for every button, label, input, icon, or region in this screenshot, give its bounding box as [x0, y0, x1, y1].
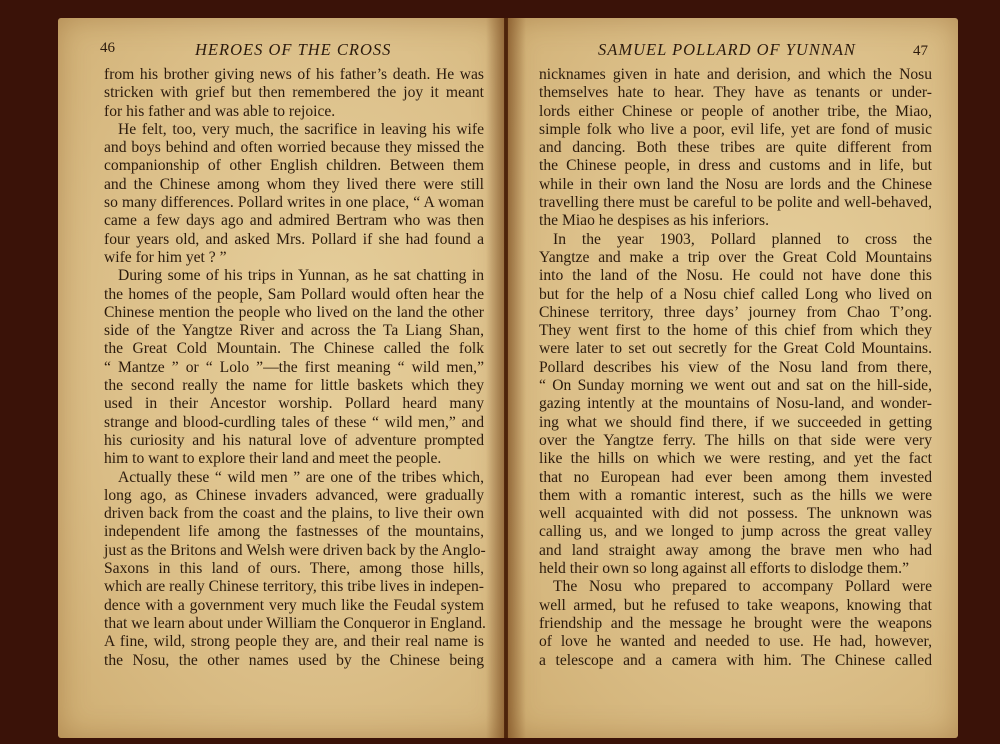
text-line: and dancing. Both these tribes are quite different from	[539, 139, 932, 157]
right-page	[508, 18, 958, 738]
text-line: and land straight away among the brave men who had	[539, 541, 932, 559]
text-line: the Chinese people, in dress and customs and in life, but	[539, 157, 932, 175]
text-line: the Nosu, the other names used by the Chinese being	[104, 651, 484, 669]
text-line: Pollard describes his view of the Nosu land from there,	[539, 358, 932, 376]
text-line: and the Chinese among whom they lived there were still	[104, 175, 484, 193]
text-line: while in their own land the Nosu are lords and the Chinese	[539, 175, 932, 193]
text-line: The Nosu who prepared to accompany Pollard were	[553, 578, 932, 596]
right-running-head	[536, 40, 928, 64]
text-line: nicknames given in hate and derision, and which the Nosu	[539, 66, 932, 83]
page-number-left: 46	[100, 40, 115, 56]
text-line: Chinese mention the people who lived on the land the other	[104, 303, 484, 321]
text-line: his curiosity and his natural love of adventure prompted	[104, 431, 484, 449]
text-line: that we learn about under William the Conqueror in England.	[104, 614, 486, 632]
text-line: dence with a government very much like the Feudal system	[104, 596, 484, 614]
text-line: them with a romantic interest, such as the hills we were	[539, 486, 932, 504]
text-line: but for the help of a Nosu chief called Long who lived on	[539, 285, 932, 303]
text-line: into the land of the Nosu. He could not have done this	[539, 267, 932, 285]
text-line: ing what we should find there, if we succeeded in getting	[539, 413, 932, 431]
text-line: Saxons in this land of ours. There, among those hills,	[104, 560, 484, 578]
text-line: driven back from the coast and the plains, to live their own	[104, 505, 484, 523]
left-page	[58, 18, 504, 738]
left-body-text	[104, 66, 484, 670]
text-line: Yangtze and make a trip over the Great Cold Mountains	[539, 248, 932, 266]
text-line: “ Mantze ” or “ Lolo ”—the first meaning “ wild men,”	[104, 358, 484, 376]
text-line: calling us, and we longed to jump across the great valley	[539, 523, 932, 541]
text-line: well armed, but he refused to take weapons, knowing that	[539, 596, 932, 614]
text-line: During some of his trips in Yunnan, as he sat chatting in	[118, 267, 484, 285]
text-line: for his father and was able to rejoice.	[104, 102, 336, 120]
text-line: travelling there must be careful to be polite and well-behaved,	[539, 194, 932, 212]
text-line: of love he wanted and needed to use. He had, however,	[539, 633, 932, 651]
text-line: well acquainted with did not possess. The unknown was	[539, 505, 932, 523]
text-line: the second really the name for little baskets which they	[104, 377, 484, 395]
text-line: which are really Chinese territory, this tribe lives in indepen-	[104, 578, 484, 596]
text-line: A fine, wild, strong people they are, and their real name is	[104, 633, 484, 651]
text-line: the homes of the people, Sam Pollard would often hear the	[104, 285, 484, 303]
text-line: long ago, as Chinese invaders advanced, were gradually	[104, 486, 484, 504]
running-head-title-right: SAMUEL POLLARD OF YUNNAN	[598, 40, 856, 59]
text-line: over the Yangtze ferry. The hills on that side were very	[539, 431, 932, 449]
text-line: wife for him yet ? ”	[104, 248, 227, 266]
text-line: themselves hate to hear. They have as tenants or under-	[539, 84, 932, 102]
text-line: that no European had ever been among them invested	[539, 468, 932, 486]
left-running-head	[100, 40, 480, 64]
text-line: so many differences. Pollard writes in one place, “ A woman	[104, 194, 484, 212]
text-line: simple folk who live a poor, evil life, yet are fond of music	[539, 120, 932, 138]
text-line: stricken with grief but then remembered the joy it meant	[104, 84, 484, 102]
text-line: gazing intently at the mountains of Nosu-land, and wonder-	[539, 395, 932, 413]
text-line: side of the Yangtze River and across the Ta Liang Shan,	[104, 322, 484, 340]
text-line: lords either Chinese or people of another tribe, the Miao,	[539, 102, 932, 120]
text-line: him to want to explore their land and meet the people.	[104, 450, 442, 468]
text-line: used in their Ancestor worship. Pollard heard many	[104, 395, 484, 413]
text-line: friendship and the message he brought were the weapons	[539, 614, 932, 632]
text-line: held their own so long against all efforts to dislodge them.”	[539, 560, 909, 578]
text-line: the Great Cold Mountain. The Chinese called the folk	[104, 340, 484, 358]
text-line: came a few days ago and admired Bertram who was then	[104, 212, 484, 230]
text-line: Chinese territory, three days’ journey from Chao T’ong.	[539, 303, 932, 321]
text-line: four years old, and asked Mrs. Pollard if she had found a	[104, 230, 484, 248]
text-line: They went first to the home of this chief from which they	[539, 322, 932, 340]
text-line: “ On Sunday morning we went out and sat on the hill-side,	[539, 377, 932, 395]
text-line: He felt, too, very much, the sacrifice in leaving his wife	[118, 120, 484, 138]
text-line: the Miao he despises as his inferiors.	[539, 212, 769, 230]
text-line: a telescope and a camera with him. The Chinese called	[539, 651, 932, 669]
text-line: Actually these “ wild men ” are one of the tribes which,	[118, 468, 484, 486]
text-line: from his brother giving news of his father’s death. He was	[104, 66, 484, 83]
text-line: In the year 1903, Pollard planned to cross the	[553, 230, 932, 248]
text-line: were later to set out secretly for the Great Cold Mountains.	[539, 340, 932, 358]
text-line: just as the Britons and Welsh were driven back by the Anglo-	[104, 541, 486, 559]
text-line: like the hills on which we were resting, and yet the fact	[539, 450, 932, 468]
text-line: companionship of other English children. Between them	[104, 157, 484, 175]
right-body-text	[539, 66, 932, 670]
text-line: and boys behind and often worried because they missed the	[104, 139, 484, 157]
text-line: independent life among the fastnesses of the mountains,	[104, 523, 484, 541]
text-line: strange and blood-curdling tales of these “ wild men,” and	[104, 413, 484, 431]
running-head-title-left: HEROES OF THE CROSS	[195, 40, 392, 59]
page-number-right: 47	[913, 43, 928, 59]
